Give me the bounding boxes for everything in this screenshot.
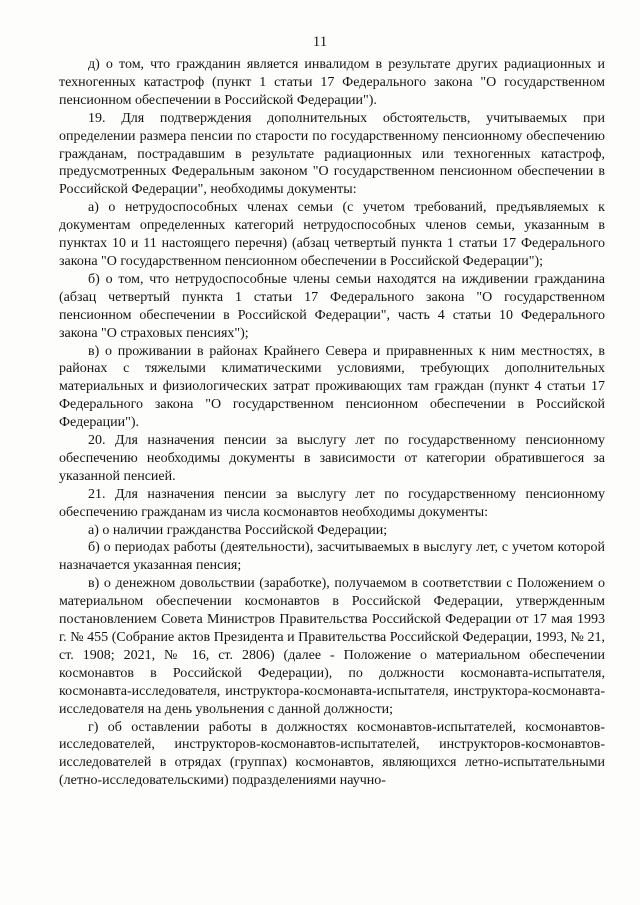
- paragraph-d-other-catastrophes: д) о том, что гражданин является инвалидом в результате других радиационных и техногенных катастроф (пункт 1 статьи 17 Федерального закона "О государственном пенсионном обеспечении в Российской Федерации").: [59, 57, 605, 108]
- paragraph-19-v: в) о проживании в районах Крайнего Севера и приравненных к ним местностях, в районах с тяжелыми климатическими условиями, требующих дополнительных материальных и физиологических затрат проживающих там граждан (пункт 4 статьи 17 Федерального закона "О государственном пенсионном обеспечении в Российской Федерации").: [59, 343, 605, 431]
- paragraph-19-a: а) о нетрудоспособных членах семьи (с учетом требований, предъявляемых к документам определенных категорий нетрудоспособных членов семьи, указанным в пунктах 10 и 11 настоящего перечня) (абзац четвертый пункта 1 статьи 17 Федерального закона "О государственном пенсионном обеспечении в Российской Федерации");: [59, 200, 605, 269]
- paragraph-21-b: б) о периодах работы (деятельности), засчитываемых в выслугу лет, с учетом которой назначается указанная пенсия;: [59, 540, 605, 574]
- paragraph-21: 21. Для назначения пенсии за выслугу лет по государственному пенсионному обеспечению гражданам из числа космонавтов необходимы документы:: [59, 486, 605, 520]
- paragraph-21-a: а) о наличии гражданства Российской Федерации;: [88, 522, 388, 538]
- page-number: 11: [312, 34, 328, 50]
- paragraph-19-b: б) о том, что нетрудоспособные члены семьи находятся на иждивении гражданина (абзац четвертый пункта 1 статьи 17 Федерального закона "О государственном пенсионном обеспечении в Российской Федерации", часть 4 статьи 10 Федерального закона "О страховых пенсиях");: [59, 271, 605, 341]
- document-body: [59, 56, 605, 790]
- paragraph-20: 20. Для назначения пенсии за выслугу лет по государственному пенсионному обеспечению необходимы документы в зависимости от категории обратившегося за указанной пенсией.: [59, 433, 605, 484]
- paragraph-19: 19. Для подтверждения дополнительных обстоятельств, учитываемых при определении размера пенсии по старости по государственному пенсионному обеспечению гражданам, пострадавшим в результате радиационных или техногенных катастроф, предусмотренных Федеральным законом "О государственном пенсионном обеспечении в Российской Федерации", необходимы документы:: [59, 110, 605, 198]
- paragraph-21-v: в) о денежном довольствии (заработке), получаемом в соответствии с Положением о материальном обеспечении космонавтов в Российской Федерации, утвержденным постановлением Совета Министров Правительства Российской Федерации от 17 мая 1993 г. № 455 (Собрание актов Президента и Правительства Российской Федерации, 1993, № 21, ст. 1908; 2021, № 16, ст. 2806) (далее - Положение о материальном обеспечении космонавтов в Российской Федерации), по должности космонавта-испытателя, космонавта-исследователя, инструктора-космонавта-испытателя, инструктора-космонавта-исследователя на день увольнения с данной должности;: [59, 576, 605, 717]
- paragraph-21-g: г) об оставлении работы в должностях космонавтов-испытателей, космонавтов-исследователей, инструкторов-космонавтов-испытателей, инструкторов-космонавтов-исследователей в отрядах (группах) космонавтов, являющихся летно-испытательными (летно-исследовательскими) подразделениями научно-: [59, 719, 605, 789]
